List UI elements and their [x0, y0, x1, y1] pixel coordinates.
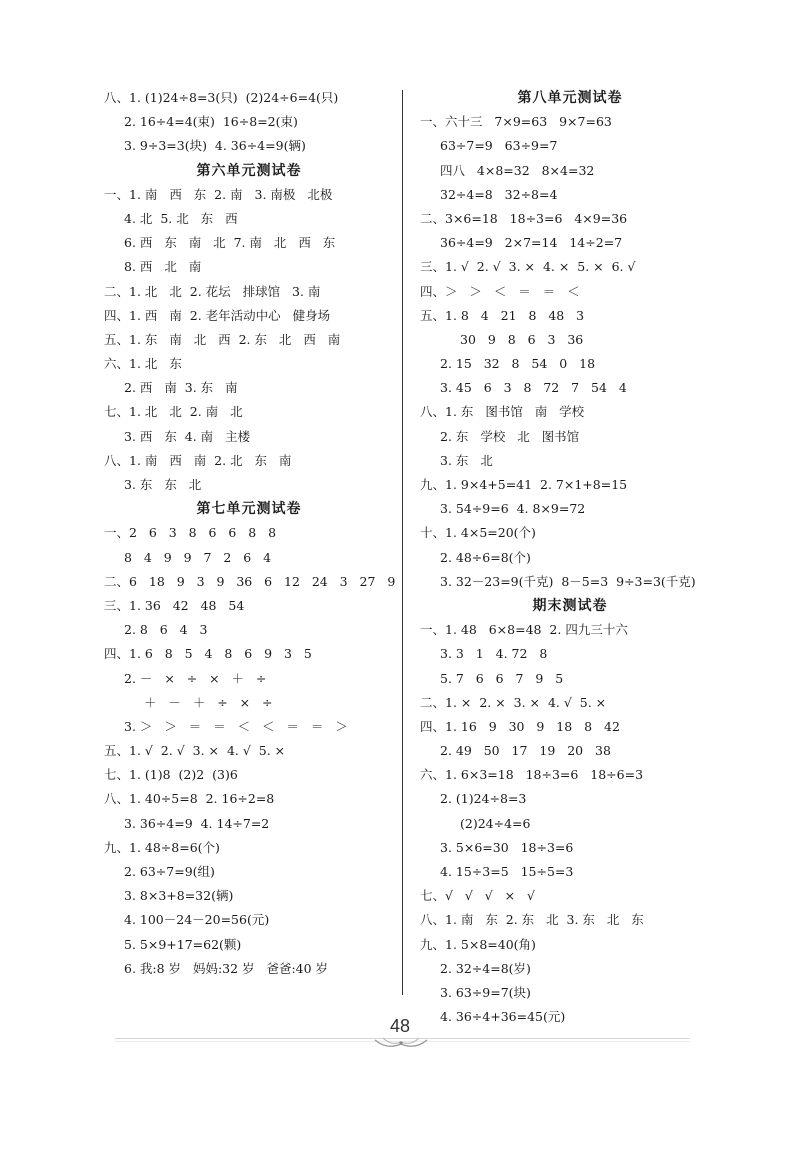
left-answer-column: [104, 86, 394, 981]
left-answer-line: 2. 16÷4=4(束) 16÷8=2(束): [124, 114, 298, 130]
left-section-heading: 第六单元测试卷: [196, 162, 302, 179]
left-answer-line: 七、1. (1)8 (2)2 (3)6: [104, 767, 238, 783]
left-answer-line: 八、1. 40÷5=8 2. 16÷2=8: [104, 791, 275, 807]
left-answer-line: 七、1. 北 北 2. 南 北: [104, 404, 243, 420]
left-answer-line: 四、1. 西 南 2. 老年活动中心 健身场: [104, 307, 331, 323]
right-answer-line: 三、1. √ 2. √ 3. × 4. × 5. × 6. √: [420, 259, 636, 275]
right-answer-line: 3. 东 北: [440, 452, 493, 468]
left-answer-line: 3. 36÷4=9 4. 14÷7=2: [124, 815, 270, 831]
left-answer-line: 3. ＞ ＞ ＝ ＝ ＜ ＜ ＝ ＝ ＞: [124, 718, 348, 734]
right-answer-line: 一、六十三 7×9=63 9×7=63: [420, 114, 612, 130]
right-answer-line: 3. 63÷9=7(块): [440, 984, 531, 1000]
left-answer-line: 6. 我:8 岁 妈妈:32 岁 爸爸:40 岁: [124, 960, 329, 976]
right-answer-line: 八、1. 南 东 2. 东 北 3. 东 北 东: [420, 912, 644, 928]
right-answer-line: 5. 7 6 6 7 9 5: [440, 670, 564, 686]
right-answer-line: 2. 49 50 17 19 20 38: [440, 743, 611, 759]
left-answer-line: 四、1. 6 8 5 4 8 6 9 3 5: [104, 646, 312, 662]
left-answer-line: 4. 100－24－20=56(元): [124, 912, 270, 928]
right-answer-line: 63÷7=9 63÷9=7: [440, 138, 558, 154]
right-answer-line: 4. 15÷3=5 15÷5=3: [440, 864, 574, 879]
right-answer-line: 2. 32÷4=8(岁): [440, 960, 531, 976]
left-answer-line: 二、1. 北 北 2. 花坛 排球馆 3. 南: [104, 283, 321, 299]
left-answer-line: 2. 8 6 4 3: [124, 622, 208, 638]
right-answer-line: 2. 15 32 8 54 0 18: [440, 356, 596, 372]
left-answer-line: 4. 北 5. 北 东 西: [124, 210, 238, 226]
left-answer-line: 2. 63÷7=9(组): [124, 864, 215, 879]
left-answer-line: ＋ － ＋ ÷ × ÷: [144, 694, 273, 710]
left-answer-line: 3. 8×3+8=32(辆): [124, 888, 234, 904]
right-answer-line: 二、3×6=18 18÷3=6 4×9=36: [420, 210, 628, 226]
left-answer-line: 2. － × ÷ × ＋ ÷: [124, 670, 267, 686]
right-answer-line: 九、1. 5×8=40(角): [420, 936, 536, 952]
right-answer-column: [420, 86, 720, 1029]
right-answer-line: 五、1. 8 4 21 8 48 3: [420, 307, 585, 323]
right-answer-line: 3. 54÷9=6 4. 8×9=72: [440, 501, 586, 517]
page-number: 48: [384, 1016, 416, 1036]
left-answer-line: 二、6 18 9 3 9 36 6 12 24 3 27 9: [104, 573, 396, 589]
right-answer-line: 四八 4×8=32 8×4=32: [440, 162, 595, 178]
right-answer-line: 4. 36÷4+36=45(元): [440, 1009, 566, 1025]
right-answer-line: 2. (1)24÷8=3: [440, 791, 527, 807]
right-answer-line: 六、1. 6×3=18 18÷3=6 18÷6=3: [420, 767, 644, 783]
right-answer-line: 九、1. 9×4+5=41 2. 7×1+8=15: [420, 477, 628, 492]
right-answer-line: 四、＞ ＞ ＜ ＝ ＝ ＜: [420, 283, 580, 299]
left-answer-line: 五、1. 东 南 北 西 2. 东 北 西 南: [104, 331, 341, 347]
right-answer-line: 二、1. × 2. × 3. × 4. √ 5. ×: [420, 694, 607, 710]
page-ornament-icon: [373, 1036, 429, 1050]
right-section-heading: 第八单元测试卷: [517, 90, 623, 106]
left-answer-line: 3. 西 东 4. 南 主楼: [124, 428, 251, 444]
page-footer: [0, 1016, 800, 1056]
right-answer-line: 四、1. 16 9 30 9 18 8 42: [420, 718, 620, 734]
right-answer-line: 2. 东 学校 北 图书馆: [440, 428, 580, 444]
right-answer-line: 十、1. 4×5=20(个): [420, 525, 536, 541]
right-answer-line: 八、1. 东 图书馆 南 学校: [420, 404, 585, 420]
left-answer-line: 八、1. 南 西 南 2. 北 东 南: [104, 452, 292, 468]
left-answer-line: 5. 5×9+17=62(颗): [124, 936, 242, 952]
left-answer-line: 3. 9÷3=3(块) 4. 36÷4=9(辆): [124, 138, 306, 154]
left-answer-line: 九、1. 48÷8=6(个): [104, 839, 220, 855]
left-answer-line: 8 4 9 9 7 2 6 4: [124, 549, 272, 565]
right-answer-line: 36÷4=9 2×7=14 14÷2=7: [440, 235, 623, 251]
left-answer-line: 3. 东 东 北: [124, 477, 202, 492]
left-answer-line: 一、2 6 3 8 6 6 8 8: [104, 525, 277, 541]
right-answer-line: 3. 5×6=30 18÷3=6: [440, 839, 574, 855]
right-answer-line: 3. 32－23=9(千克) 8－5=3 9÷3=3(千克): [440, 573, 696, 589]
left-answer-line: 6. 西 东 南 北 7. 南 北 西 东: [124, 235, 336, 251]
right-answer-line: 七、√ √ √ × √: [420, 888, 536, 904]
left-section-heading: 第七单元测试卷: [196, 501, 302, 518]
left-answer-line: 8. 西 北 南: [124, 259, 202, 275]
left-answer-line: 八、1. (1)24÷8=3(只) (2)24÷6=4(只): [104, 90, 339, 105]
right-answer-line: (2)24÷4=6: [460, 815, 531, 831]
right-answer-line: 一、1. 48 6×8=48 2. 四九三十六: [420, 622, 628, 638]
right-answer-line: 3. 3 1 4. 72 8: [440, 646, 548, 662]
left-answer-line: 三、1. 36 42 48 54: [104, 597, 245, 613]
right-section-heading: 期末测试卷: [532, 597, 608, 614]
left-answer-line: 2. 西 南 3. 东 南: [124, 380, 238, 396]
right-answer-line: 2. 48÷6=8(个): [440, 549, 531, 565]
left-answer-line: 五、1. √ 2. √ 3. × 4. √ 5. ×: [104, 743, 286, 759]
left-answer-line: 一、1. 南 西 东 2. 南 3. 南极 北极: [104, 186, 333, 202]
right-answer-line: 30 9 8 6 3 36: [460, 331, 584, 347]
right-answer-line: 3. 45 6 3 8 72 7 54 4: [440, 380, 627, 396]
column-divider: [402, 90, 403, 995]
left-answer-line: 六、1. 北 东: [104, 356, 182, 372]
right-answer-line: 32÷4=8 32÷8=4: [440, 186, 558, 202]
